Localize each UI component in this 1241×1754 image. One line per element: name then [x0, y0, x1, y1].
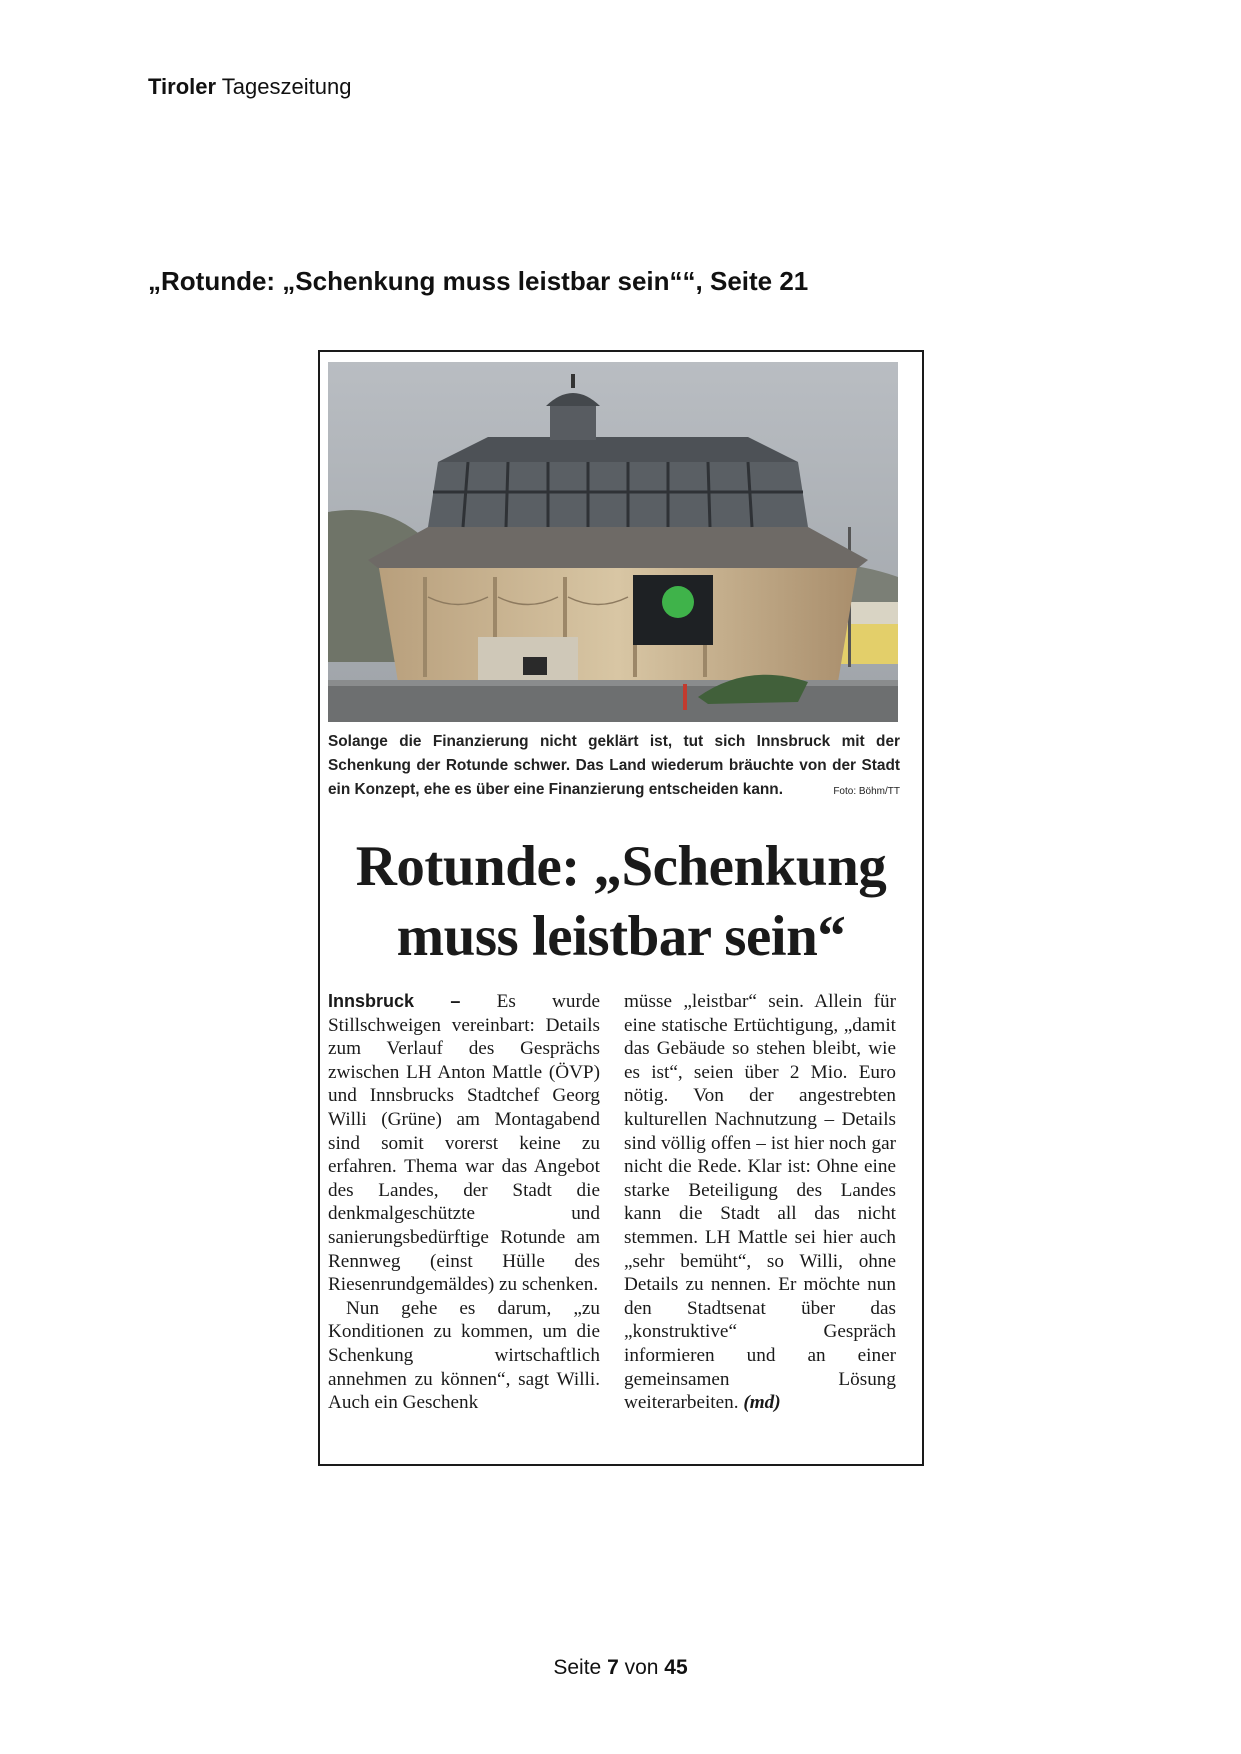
- paragraph-text: Es wurde Stillschweigen vereinbart: Details zum Verlauf des Gesprächs zwischen LH Anton Mattle (ÖVP) und Innsbrucks Stadtchef Georg Willi (Grüne) am Montagabend sind somit vorerst keine zu erfahren. Thema war das Angebot des Landes, der Stadt die denkmalgeschützte und sanierungsbedürftige Rotunde am Rennweg (einst Hülle des Riesenrundgemäldes) zu schenken.: [328, 991, 601, 1296]
- current-page: 7: [607, 1656, 619, 1679]
- article-column-1: [328, 990, 600, 1415]
- dateline: Innsbruck –: [328, 991, 461, 1011]
- publication-header: [148, 74, 351, 100]
- total-pages: 45: [664, 1656, 688, 1679]
- paragraph-text: müsse „leistbar“ sein. Allein für eine statische Ertüchtigung, „damit das Gebäude so stehen bleibt, wie es ist“, seien über 2 Mio. Euro nötig. Von der angestrebten kulturellen Nachnutzung – Details sind völlig offen – ist hier noch gar nicht die Rede. Klar ist: Ohne eine starke Beteiligung des Landes kann die Stadt all das nicht stemmen. LH Mattle sei hier auch „sehr bemüht“, so Willi, ohne Details zu nennen. Er möchte nun den Stadtsenat über das „konstruktive“ Gespräch informieren und an einer gemeinsamen Lösung weiterarbeiten.: [624, 991, 896, 1414]
- document-title: „Rotunde: „Schenkung muss leistbar sein““, Seite 21: [148, 266, 809, 296]
- caption-text: Solange die Finanzierung nicht geklärt ist, tut sich Innsbruck mit der Schenkung der Rotunde schwer. Das Land wiederum bräuchte von der Stadt ein Konzept, ehe es über eine Finanzierung entscheiden kann.: [328, 733, 900, 798]
- paragraph: [624, 990, 896, 1415]
- page-prefix: Seite: [553, 1656, 608, 1679]
- newspaper-clipping: [318, 350, 924, 1466]
- article-column-2: [624, 990, 896, 1415]
- paragraph: Nun gehe es darum, „zu Konditionen zu kommen, um die Schenkung wirtschaftlich annehmen zu können“, sagt Willi. Auch ein Geschenk: [328, 1297, 600, 1414]
- photo-credit: Foto: Böhm/TT: [833, 786, 900, 797]
- author-initials: (md): [743, 1392, 781, 1414]
- publication-name-bold: Tiroler: [148, 74, 217, 99]
- paragraph: [328, 990, 600, 1297]
- page-separator: von: [618, 1656, 665, 1679]
- rotunde-photo: [328, 362, 898, 722]
- page-number: [0, 1656, 1241, 1680]
- article-headline: Rotunde: „Schenkung muss leistbar sein“: [355, 835, 887, 968]
- publication-name-rest: Tageszeitung: [216, 74, 352, 99]
- photo-caption: [328, 730, 900, 804]
